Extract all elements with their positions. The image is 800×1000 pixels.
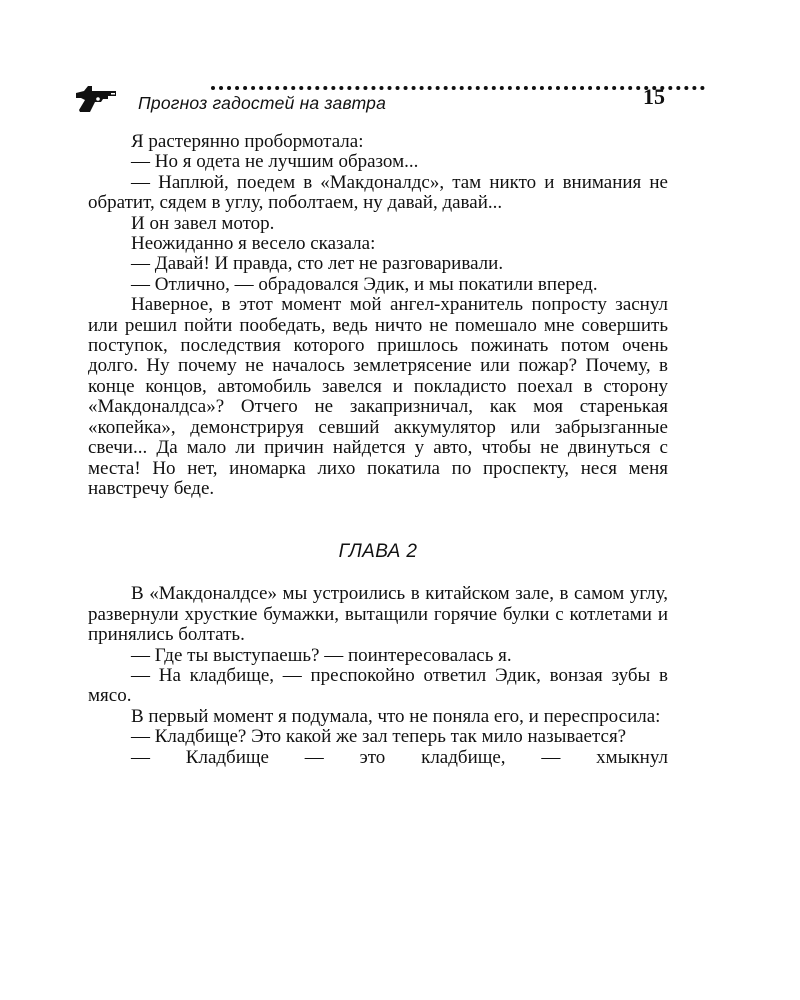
paragraph: — Давай! И правда, сто лет не разговаривали.	[131, 253, 504, 275]
body-text	[88, 132, 668, 768]
page-header	[75, 84, 675, 120]
paragraph: — Наплюй, поедем в «Макдоналдс», там никто и внимания не обратит, сядем в углу, поболтаем, ну давай, давай...	[88, 171, 668, 214]
paragraph: Наверное, в этот момент мой ангел-хранитель попросту заснул или решил пойти пообедать, ведь ничто не помешало мне совершить поступок, последствия которого пришлось пожинать потом очень долго. Ну почему не началось землетрясение или пожар? Почему, в конце концов, автомобиль завелся и покладисто поехал в сторону «Макдоналдса»? Отчего не закапризничал, как моя старенькая «копейка», демонстрируя севший аккумулятор или забрызганные свечи... Да мало ли причин найдется у авто, чтобы не двинуться с места! Но нет, иномарка лихо покатила по проспекту, неся меня навстречу беде.	[88, 294, 668, 499]
paragraph: И он завел мотор.	[131, 212, 275, 234]
running-title: Прогноз гадостей на завтра	[138, 93, 387, 113]
paragraph: В первый момент я подумала, что не поняла его, и переспросила:	[131, 705, 661, 727]
paragraph: В «Макдоналдсе» мы устроились в китайском зале, в самом углу, развернули хрусткие бумажки, вытащили горячие булки с котлетами и принялись болтать.	[88, 583, 668, 646]
paragraph: — На кладбище, — преспокойно ответил Эдик, вонзая зубы в мясо.	[88, 664, 668, 707]
paragraph: — Но я одета не лучшим образом...	[131, 151, 419, 173]
paragraph: — Кладбище? Это какой же зал теперь так мило называется?	[131, 726, 627, 748]
header-dotted-rule	[211, 86, 705, 90]
paragraph: Неожиданно я весело сказала:	[131, 233, 376, 255]
paragraph: Я растерянно пробормотала:	[131, 131, 364, 152]
paragraph: — Где ты выступаешь? — поинтересовалась я.	[131, 644, 512, 666]
revolver-icon	[75, 84, 119, 114]
paragraph: — Отлично, — обрадовался Эдик, и мы покатили вперед.	[131, 273, 598, 295]
page-number: 15	[643, 84, 665, 109]
chapter-heading: ГЛАВА 2	[338, 541, 418, 563]
paragraph: — Кладбище — это кладбище, — хмыкнул	[131, 746, 668, 768]
